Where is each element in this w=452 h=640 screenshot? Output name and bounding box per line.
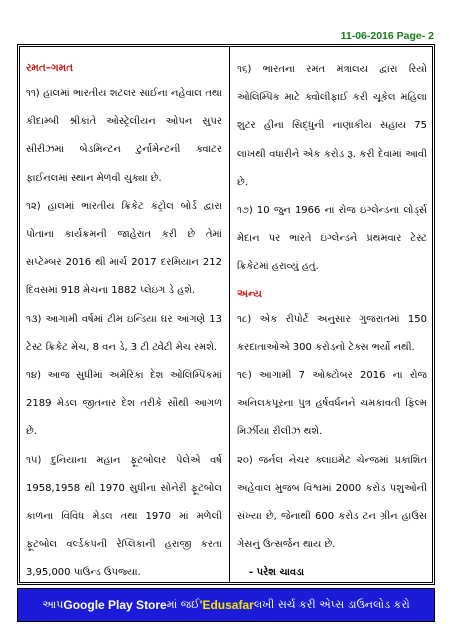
page-date-label: 11-06-2016 Page- 2: [340, 30, 434, 42]
news-item-16: ૧૬) ભારતના રમત મંત્રાલય દ્વારા રિયો ઓલિમ્પિક માટે ક્વોલીફાઈ કરી ચૂકેલ મહિલા શુટર હીના સિદ્ધુની નાણાકીય સહાય 75 લાખથી વધારીને એક કરોડ રૂ. કરી દેવામાં આવી છે.: [237, 64, 427, 188]
news-item-17: ૧૭) 10 જુન 1966 ના રોજ ઇંગ્લેન્ડના લોર્ડ્સ મેદાન પર ભારતે ઇંગ્લેન્ડને પ્રથમવાર ટેસ્ટ ક્રિકેટમાં હરાવ્યું હતું.: [237, 205, 427, 273]
news-item-20: ૨૦) જર્નલ નેચર ક્લાઇમેટ ચેન્જમાં પ્રકાશિત અહેવાલ મુજબ વિશ્વમાં 2000 કરોડ પશુઓની સંખ્યા છે, જેનાથી 600 કરોડ ટન ગ્રીન હાઉસ ગેસનું ઉત્સર્જન થાય છે.: [237, 454, 427, 551]
section-heading-other: અન્ય: [237, 287, 262, 300]
news-item-15: ૧૫) દુનિયાના મહાન ફૂટબોલર પેલેએ વર્ષ 1958,1958 થી 1970 સુધીના સોનેરી ફૂટબોલ કાળના વિવિધ મેડલ તથા 1970 માં મળેલી ફૂટબોલ વર્લ્ડકપની રેપ્લિકાની હરાજી કરતા 3,95,000 પાઉન્ડ ઉપજ્યા.: [26, 454, 222, 579]
news-item-19: ૧૯) આગામી 7 ઓક્ટોબર 2016 ના રોજ અનિલકપૂરના પુત્ર હર્ષવર્ધનને ચમકાવતી ફિલ્મ મિર્ઝીયા રીલીઝ થશે.: [237, 370, 427, 438]
banner-suffix-text: લખી સર્ચ કરી એપ્સ ડાઉનલોડ કરો: [253, 598, 410, 611]
news-item-12: ૧૨) હાલમાં ભારતીય ક્રિકેટ કંટ્રોલ બોર્ડ દ્વારા પોતાના કાર્યક્રમની જાહેરાત કરી છે તેમાં સપ્ટેમ્બર 2016 થી માર્ચ 2017 દરમિયાન 212 દિવસમાં 918 મેચના 1882 પ્લેઇંગ ડે હશે.: [26, 200, 222, 297]
news-item-18: ૧૮) એક રીપોર્ટ અનુસાર ગુજરાતમાં 150 કરદાતાઓએ 300 કરોડનો ટેક્સ ભર્યો નથી.: [237, 313, 427, 353]
banner-prefix-text: આપ: [42, 598, 64, 611]
section-heading-sports: રમત–ગમત: [26, 62, 74, 74]
news-item-14: ૧૪) આજ સુધીમાં અમેરિકા દેશ ઓલિમ્પિકમાં 2189 મેડલ જીતનાર દેશ તરીકે સૌથી આગળ છે.: [26, 370, 222, 438]
column-divider: [229, 47, 230, 582]
news-item-11: ૧૧) હાલમાં ભારતીય શટલર સાઈના નહેવાલ તથા કીદામ્બી શ્રીકાંતે ઓસ્ટ્રેલીયન ઓપન સુપર સીરીઝમાં બેડમિન્ટન ટુર્નામેન્ટની ક્વાટર ફાઈનલમાં સ્થાન મેળવી ચુક્યા છે.: [26, 88, 222, 184]
right-column: [237, 56, 427, 588]
author-signature: - પરેશ ચાવડા: [249, 567, 305, 579]
banner-store-name: Google Play Store: [63, 598, 167, 612]
banner-middle-text: માં જઈ: [166, 598, 200, 611]
left-column: [26, 56, 222, 588]
banner-brand-name: 'Edusafar: [199, 598, 254, 612]
app-download-banner[interactable]: [17, 588, 435, 622]
news-item-13: ૧૩) આગામી વર્ષમાં ટીમ ઇન્ડિયા ઘર આંગણે 13 ટેસ્ટ ક્રિકેટ મેચ, 8 વન ડે, 3 ટી ટ્વેંટી મેચ રમશે.: [26, 313, 222, 353]
